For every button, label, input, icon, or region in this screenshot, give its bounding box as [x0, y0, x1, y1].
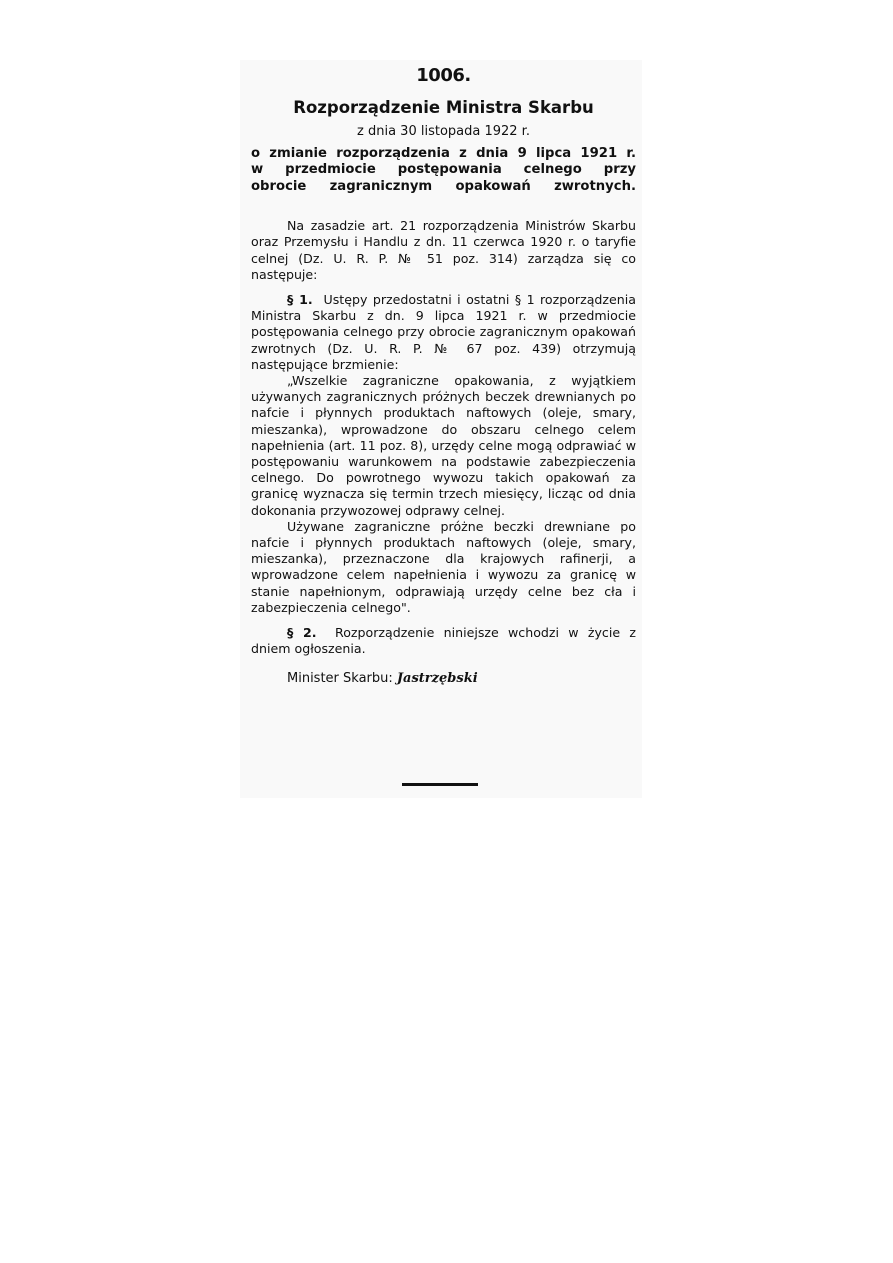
subject-line: obrocie zagranicznym opakowań zwrotnych.: [251, 178, 636, 194]
section-1-quote-para-1: „Wszelkie zagraniczne opakowania, z wyjątkiem używanych zagranicznych próżnych beczek drewnianych po nafcie i płynnych produktach naftowych (oleje, smary, mieszanka), wprowadzone do obszaru celnego celem napełnienia (art. 11 poz. 8), urzędy celne mogą odprawiać w postępowaniu warunkowem na podstawie zabezpieczenia celnego. Do powrotnego wywozu takich opakowań za granicę wyznacza się termin trzech miesięcy, licząc od dnia dokonania przywozowej odprawy celnej.: [251, 372, 636, 518]
section-1-text: Ustępy przedostatni i ostatni § 1 rozporządzenia Ministra Skarbu z dn. 9 lipca 1921 r. w przedmiocie postępowania celnego przy obrocie zagranicznym opakowań zwrotnych (Dz. U. R. P. № 67 poz. 439) otrzymują następujące brzmienie:: [251, 291, 636, 372]
subject-line: o zmianie rozporządzenia z dnia 9 lipca 1921 r.: [251, 145, 636, 161]
section-1: [251, 292, 636, 373]
section-1-label: § 1.: [287, 291, 313, 307]
document-body: [251, 65, 636, 688]
document-subject: [251, 146, 636, 196]
document-title: Rozporządzenie Ministra Skarbu: [293, 98, 594, 118]
subject-line: w przedmiocie postępowania celnego przy: [251, 162, 636, 178]
document-number: 1006.: [416, 65, 471, 86]
signature-role: Minister Skarbu:: [287, 671, 393, 687]
signature-name: Jastrzębski: [396, 671, 478, 687]
signature: [251, 671, 636, 687]
end-rule-divider: [402, 783, 478, 786]
section-2: [251, 625, 636, 657]
section-2-text: Rozporządzenie niniejsze wchodzi w życie z dniem ogłoszenia.: [251, 624, 636, 657]
section-1-quote-para-2: Używane zagraniczne próżne beczki drewniane po nafcie i płynnych produktach naftowych (oleje, smary, mieszanka), przeznaczone dla krajowych rafinerji, a wprowadzone celem napełnienia i wywozu za granicę w stanie napełnionym, odprawiają urzędy celne bez cła i zabezpieczenia celnego".: [251, 518, 636, 615]
section-2-label: § 2.: [287, 624, 317, 640]
preamble: Na zasadzie art. 21 rozporządzenia Ministrów Skarbu oraz Przemysłu i Handlu z dn. 11 czerwca 1920 r. o taryfie celnej (Dz. U. R. P. № 51 poz. 314) zarządza się co następuje:: [251, 218, 636, 282]
document-date: z dnia 30 listopada 1922 r.: [357, 124, 530, 140]
